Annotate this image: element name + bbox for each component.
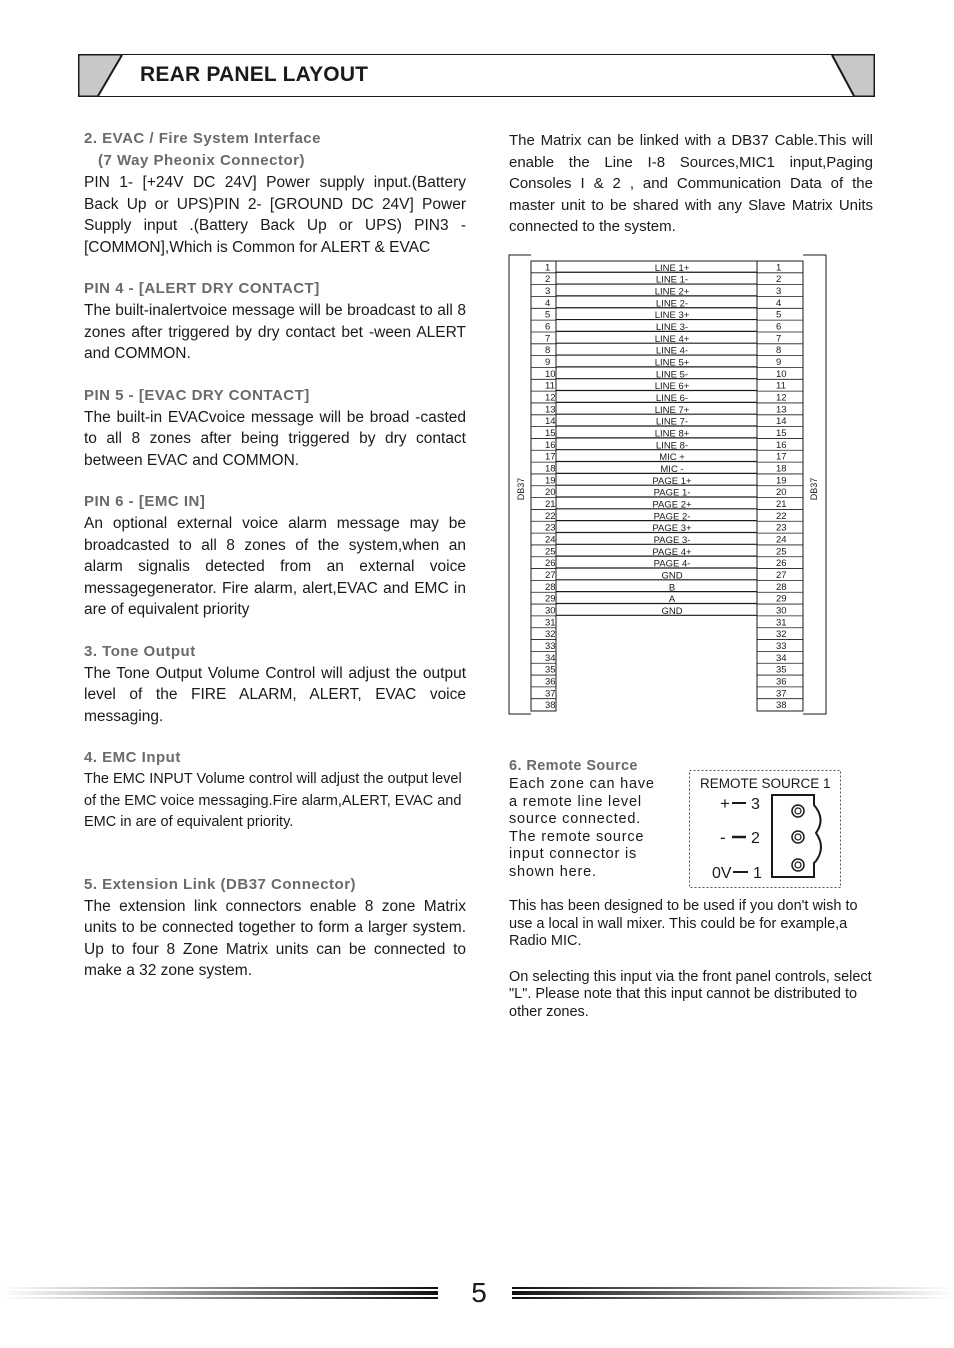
- right-pin-number: 8: [776, 345, 782, 357]
- right-pin-number: 16: [776, 439, 787, 451]
- wire-signal-label: LINE 1+: [654, 262, 690, 274]
- db37-right-label: DB37: [809, 477, 819, 501]
- db37-left-label: DB37: [516, 477, 526, 501]
- terminal-label-0v: 0V: [712, 865, 732, 882]
- right-pin-number: 14: [776, 416, 787, 428]
- right-pin-number: 30: [776, 605, 787, 617]
- wire-signal-label: LINE 1-: [655, 274, 689, 286]
- remote-source-connector-figure: [688, 769, 842, 891]
- wire-signal-label: PAGE 3+: [652, 523, 692, 535]
- terminal-label-minus: -: [720, 828, 726, 847]
- remote-source-notes: [509, 898, 875, 1040]
- left-pin-number: 4: [545, 297, 551, 309]
- left-pin-number: 8: [545, 345, 551, 357]
- left-column: [84, 128, 466, 982]
- left-pin-number: 1: [545, 262, 551, 274]
- right-pin-number: 18: [776, 463, 787, 475]
- right-pin-number: 17: [776, 451, 787, 463]
- left-pin-number: 5: [545, 309, 551, 321]
- right-pin-number: 15: [776, 428, 787, 440]
- section-heading: 5. Extension Link (DB37 Connector): [84, 875, 357, 893]
- left-pin-number: 15: [545, 428, 556, 440]
- section-body: The built-in EVACvoice message will be broad -casted to all 8 zones after being triggered by dry contact between EVAC and COMMON.: [84, 408, 466, 469]
- left-pin-number: 27: [545, 569, 556, 581]
- wire-signal-label: LINE 3-: [655, 322, 689, 334]
- wire-signal-label: PAGE 4-: [653, 558, 691, 570]
- page-title: REAR PANEL LAYOUT: [140, 63, 369, 86]
- wire-signal-label: PAGE 3-: [653, 535, 691, 547]
- section-evac: [84, 128, 466, 258]
- left-pin-number: 21: [545, 499, 556, 511]
- section-extension-link: [84, 874, 466, 982]
- left-pin-number: 14: [545, 416, 556, 428]
- terminal-label-plus: +: [720, 794, 730, 813]
- left-pin-number: 36: [545, 676, 556, 688]
- section-heading: 4. EMC Input: [84, 749, 181, 766]
- left-pin-number: 29: [545, 593, 556, 605]
- right-pin-number: 19: [776, 475, 787, 487]
- section-heading: 2. EVAC / Fire System Interface: [84, 130, 321, 147]
- section-subheading: (7 Way Pheonix Connector): [98, 152, 305, 169]
- left-pin-number: 7: [545, 333, 551, 345]
- wire-signal-label: GND: [661, 570, 683, 582]
- section-pin4: [84, 278, 466, 365]
- left-pin-number: 33: [545, 640, 556, 652]
- right-pin-number: 33: [776, 640, 787, 652]
- right-pin-number: 29: [776, 593, 787, 605]
- left-pin-number: 23: [545, 522, 556, 534]
- wire-signal-label: LINE 2+: [654, 286, 690, 298]
- wire-signal-label: LINE 8-: [655, 440, 689, 452]
- wire-signal-label: LINE 7-: [655, 416, 689, 428]
- wire-signal-label: LINE 5+: [654, 357, 690, 369]
- wire-signal-label: LINE 6-: [655, 393, 689, 405]
- right-pin-number: 11: [776, 380, 786, 392]
- section-heading: PIN 4 - [ALERT DRY CONTACT]: [84, 280, 320, 297]
- right-pin-number: 5: [776, 309, 782, 321]
- right-pin-number: 9: [776, 357, 782, 369]
- left-pin-number: 26: [545, 558, 556, 570]
- wire-signal-label: LINE 4+: [654, 333, 690, 345]
- left-pin-number: 19: [545, 475, 556, 487]
- wire-signal-label: PAGE 1+: [652, 475, 692, 487]
- left-pin-number: 17: [545, 451, 556, 463]
- terminal-number-2: 2: [751, 830, 760, 847]
- right-pin-number: 22: [776, 510, 787, 522]
- right-pin-number: 12: [776, 392, 787, 404]
- left-pin-number: 37: [545, 688, 556, 700]
- left-pin-number: 35: [545, 664, 556, 676]
- wire-signal-label: MIC +: [659, 452, 685, 464]
- page-number: 5: [471, 1277, 487, 1308]
- section-body: The extension link connectors enable 8 zone Matrix units to be connected together to form a larger system. Up to four 8 Zone Matrix units can be connected to make a 32 zone system.: [84, 897, 466, 979]
- section-emc-input: [84, 747, 466, 834]
- section-heading: PIN 6 - [EMC IN]: [84, 493, 206, 510]
- left-pin-number: 25: [545, 546, 556, 558]
- wire-signal-label: GND: [661, 605, 683, 617]
- right-pin-number: 2: [776, 274, 782, 286]
- left-pin-number: 24: [545, 534, 556, 546]
- wire-signal-label: B: [668, 582, 676, 594]
- section-heading: 3. Tone Output: [84, 642, 196, 660]
- wire-signal-label: PAGE 1-: [653, 487, 691, 499]
- right-pin-number: 38: [776, 700, 787, 712]
- wire-signal-label: PAGE 4+: [652, 546, 692, 558]
- wire-signal-label: LINE 3+: [654, 310, 690, 322]
- section-heading: PIN 5 - [EVAC DRY CONTACT]: [84, 386, 310, 404]
- left-pin-number: 12: [545, 392, 556, 404]
- right-pin-number: 21: [776, 499, 787, 511]
- section-body: The EMC INPUT Volume control will adjust the output level of the EMC voice messaging.Fire alarm,ALERT, EVAC and EMC in are of equivalent priority.: [84, 771, 462, 830]
- wire-signal-label: LINE 5-: [655, 369, 689, 381]
- left-pin-number: 34: [545, 652, 556, 664]
- section-body: PIN 1- [+24V DC 24V] Power supply input.(Battery Back Up or UPS)PIN 2- [GROUND DC 24V] Power Supply input .(Battery Back Up or UPS) PIN3 - [COMMON],Which is Common for ALERT & EVAC: [84, 174, 466, 256]
- wire-signal-label: LINE 4-: [655, 345, 689, 357]
- right-pin-number: 34: [776, 652, 787, 664]
- right-pin-number: 3: [776, 286, 782, 298]
- right-column: [509, 130, 873, 238]
- left-pin-number: 30: [545, 605, 556, 617]
- left-pin-number: 2: [545, 274, 551, 286]
- right-pin-number: 10: [776, 368, 787, 380]
- right-pin-number: 36: [776, 676, 787, 688]
- right-pin-number: 13: [776, 404, 787, 416]
- section-body: The Tone Output Volume Control will adjust the output level of the FIRE ALARM, ALERT, EVAC voice messaging.: [84, 664, 466, 725]
- wire-signal-label: PAGE 2+: [652, 499, 692, 511]
- right-pin-number: 7: [776, 333, 782, 345]
- right-pin-number: 31: [776, 617, 787, 629]
- right-pin-number: 24: [776, 534, 787, 546]
- right-pin-number: 20: [776, 487, 787, 499]
- right-pin-number: 28: [776, 581, 787, 593]
- left-pin-number: 28: [545, 581, 556, 593]
- wire-signal-label: LINE 6+: [654, 381, 690, 393]
- db37-wiring-diagram: [508, 253, 830, 718]
- remote-source-body: Each zone can have a remote line level source connected. The remote source input connector is shown here.: [509, 776, 655, 880]
- right-pin-number: 23: [776, 522, 787, 534]
- remote-figure-title: REMOTE SOURCE 1: [700, 776, 831, 791]
- section-pin6: [84, 491, 466, 621]
- terminal-number-1: 1: [753, 865, 762, 882]
- right-pin-number: 26: [776, 558, 787, 570]
- wire-signal-label: LINE 2-: [655, 298, 689, 310]
- left-pin-number: 31: [545, 617, 556, 629]
- left-pin-number: 20: [545, 487, 556, 499]
- right-pin-number: 32: [776, 629, 787, 641]
- left-pin-number: 9: [545, 357, 551, 369]
- section-body: The built-inalertvoice message will be broadcast to all 8 zones after triggered by dry contact bet -ween ALERT and COMMON.: [84, 302, 466, 362]
- left-pin-number: 10: [545, 368, 556, 380]
- left-pin-number: 11: [545, 380, 555, 392]
- right-pin-number: 37: [776, 688, 787, 700]
- section-tone-output: [84, 641, 466, 728]
- remote-note-1: This has been designed to be used if you don't wish to use a local in wall mixer. This could be for example,a Radio MIC.: [509, 898, 858, 950]
- left-pin-number: 3: [545, 286, 551, 298]
- db37-intro-text: The Matrix can be linked with a DB37 Cable.This will enable the Line I-8 Sources,MIC1 input,Paging Consoles I & 2 , and Communication Data of the master unit to be shared with any Slave Matrix Units connected to the system.: [509, 132, 873, 235]
- section-body: An optional external voice alarm message may be broadcasted to all 8 zones of the system,when an alarm signalis detected from an external voice messagegenerator. Fire alarm, alert,EVAC and EMC in are of equivalent priority: [84, 515, 466, 618]
- right-pin-number: 4: [776, 297, 782, 309]
- left-pin-number: 13: [545, 404, 556, 416]
- wire-signal-label: LINE 8+: [654, 428, 690, 440]
- remote-note-2: On selecting this input via the front panel controls, select "L". Please note that this input cannot be distributed to other zones.: [509, 968, 872, 1020]
- wire-signal-label: LINE 7+: [654, 404, 690, 416]
- left-pin-number: 16: [545, 439, 556, 451]
- left-pin-number: 38: [545, 700, 556, 712]
- right-pin-number: 25: [776, 546, 787, 558]
- left-pin-number: 22: [545, 510, 556, 522]
- right-pin-number: 6: [776, 321, 782, 333]
- remote-source-heading: 6. Remote Source: [509, 758, 638, 774]
- wire-signal-label: MIC -: [660, 464, 684, 476]
- left-pin-number: 18: [545, 463, 556, 475]
- wire-signal-label: A: [668, 594, 676, 606]
- right-pin-number: 27: [776, 569, 787, 581]
- wire-signal-label: PAGE 2-: [653, 511, 691, 523]
- right-pin-number: 1: [776, 262, 782, 274]
- left-pin-number: 6: [545, 321, 551, 333]
- terminal-number-3: 3: [751, 796, 760, 813]
- right-pin-number: 35: [776, 664, 787, 676]
- left-pin-number: 32: [545, 629, 556, 641]
- section-pin5: [84, 385, 466, 472]
